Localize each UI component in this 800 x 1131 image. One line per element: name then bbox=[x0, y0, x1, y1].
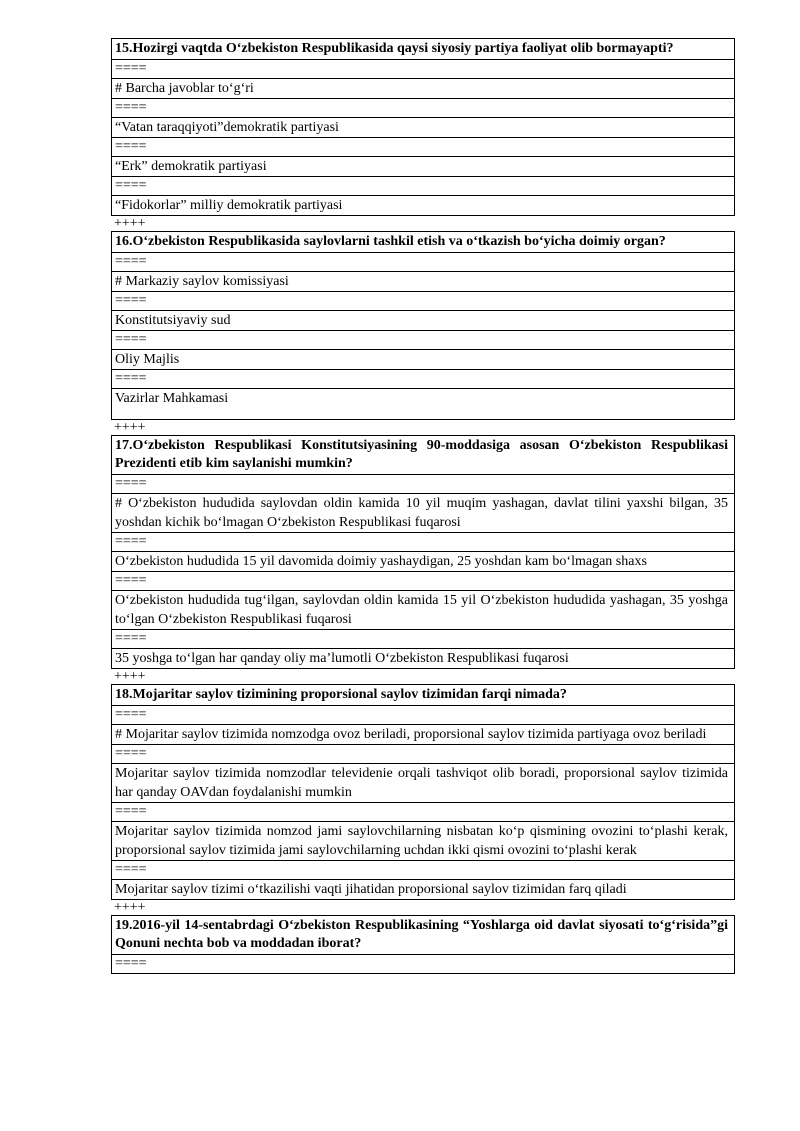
separator: ==== bbox=[112, 331, 734, 350]
separator: ==== bbox=[112, 253, 734, 272]
answer-option: Konstitutsiyaviy sud bbox=[112, 311, 734, 331]
question-block bbox=[111, 684, 735, 900]
correct-answer-option: # O‘zbekiston hududida saylovdan oldin kamida 10 yil muqim yashagan, davlat tilini yaxshi bilgan, 35 yoshdan kichik bo‘lmagan O‘zbekiston Respublikasi fuqarosi bbox=[112, 494, 734, 533]
separator: ==== bbox=[112, 292, 734, 311]
separator: ==== bbox=[112, 533, 734, 552]
answer-option: “Erk” demokratik partiyasi bbox=[112, 157, 734, 177]
end-marker: ++++ bbox=[114, 669, 146, 684]
separator: ==== bbox=[112, 475, 734, 494]
separator: ==== bbox=[112, 177, 734, 196]
answer-option: Mojaritar saylov tizimi o‘tkazilishi vaqti jihatidan proporsional saylov tizimidan farq qiladi bbox=[112, 880, 734, 900]
question-block bbox=[111, 38, 735, 216]
question-text: 15.Hozirgi vaqtda O‘zbekiston Respublikasida qaysi siyosiy partiya faoliyat olib bormayapti? bbox=[112, 39, 734, 60]
answer-option: 35 yoshga to‘lgan har qanday oliy ma’lumotli O‘zbekiston Respublikasi fuqarosi bbox=[112, 649, 734, 669]
question-block bbox=[111, 915, 735, 974]
answer-option: “Vatan taraqqiyoti”demokratik partiyasi bbox=[112, 118, 734, 138]
correct-answer-option: # Barcha javoblar to‘g‘ri bbox=[112, 79, 734, 99]
separator: ==== bbox=[112, 138, 734, 157]
answer-option: Mojaritar saylov tizimida nomzod jami saylovchilarning nisbatan ko‘p qismining ovozini to‘plashi kerak, proporsional saylov tizimida jami saylovchilarning uchdan ikki qismi ovozini to‘plashi kerak bbox=[112, 822, 734, 861]
answer-option: O‘zbekiston hududida 15 yil davomida doimiy yashaydigan, 25 yoshdan kam bo‘lmagan shaxs bbox=[112, 552, 734, 572]
separator: ==== bbox=[112, 745, 734, 764]
separator: ==== bbox=[112, 803, 734, 822]
separator: ==== bbox=[112, 630, 734, 649]
separator: ==== bbox=[112, 572, 734, 591]
end-marker: ++++ bbox=[114, 900, 146, 915]
separator: ==== bbox=[112, 99, 734, 118]
end-marker: ++++ bbox=[114, 420, 146, 435]
answer-option: “Fidokorlar” milliy demokratik partiyasi bbox=[112, 196, 734, 216]
question-text: 17.O‘zbekiston Respublikasi Konstitutsiyasining 90-moddasiga asosan O‘zbekiston Respublikasi Prezidenti etib kim saylanishi mumkin? bbox=[112, 436, 734, 475]
correct-answer-option: # Markaziy saylov komissiyasi bbox=[112, 272, 734, 292]
separator: ==== bbox=[112, 861, 734, 880]
question-block bbox=[111, 435, 735, 669]
answer-option: Oliy Majlis bbox=[112, 350, 734, 370]
answer-option: O‘zbekiston hududida tug‘ilgan, saylovdan oldin kamida 15 yil O‘zbekiston hududida yashagan, 35 yoshga to‘lgan O‘zbekiston Respublikasi fuqarosi bbox=[112, 591, 734, 630]
answer-option: Mojaritar saylov tizimida nomzodlar televidenie orqali tashviqot olib boradi, proporsional saylov tizimida har qanday OAVdan foydalanishi mumkin bbox=[112, 764, 734, 803]
answer-option: Vazirlar Mahkamasi bbox=[112, 389, 734, 420]
question-text: 18.Mojaritar saylov tizimining proporsional saylov tizimidan farqi nimada? bbox=[112, 685, 734, 706]
separator: ==== bbox=[112, 370, 734, 389]
question-text: 16.O‘zbekiston Respublikasida saylovlarni tashkil etish va o‘tkazish bo‘yicha doimiy organ? bbox=[112, 232, 734, 253]
separator: ==== bbox=[112, 706, 734, 725]
question-text: 19.2016-yil 14-sentabrdagi O‘zbekiston Respublikasining “Yoshlarga oid davlat siyosati to‘g‘risida”gi Qonuni nechta bob va moddadan iborat? bbox=[112, 916, 734, 955]
end-marker: ++++ bbox=[114, 216, 146, 231]
test-document bbox=[111, 38, 735, 974]
separator: ==== bbox=[112, 955, 734, 974]
question-block bbox=[111, 231, 735, 420]
correct-answer-option: # Mojaritar saylov tizimida nomzodga ovoz beriladi, proporsional saylov tizimida partiyaga ovoz beriladi bbox=[112, 725, 734, 745]
separator: ==== bbox=[112, 60, 734, 79]
